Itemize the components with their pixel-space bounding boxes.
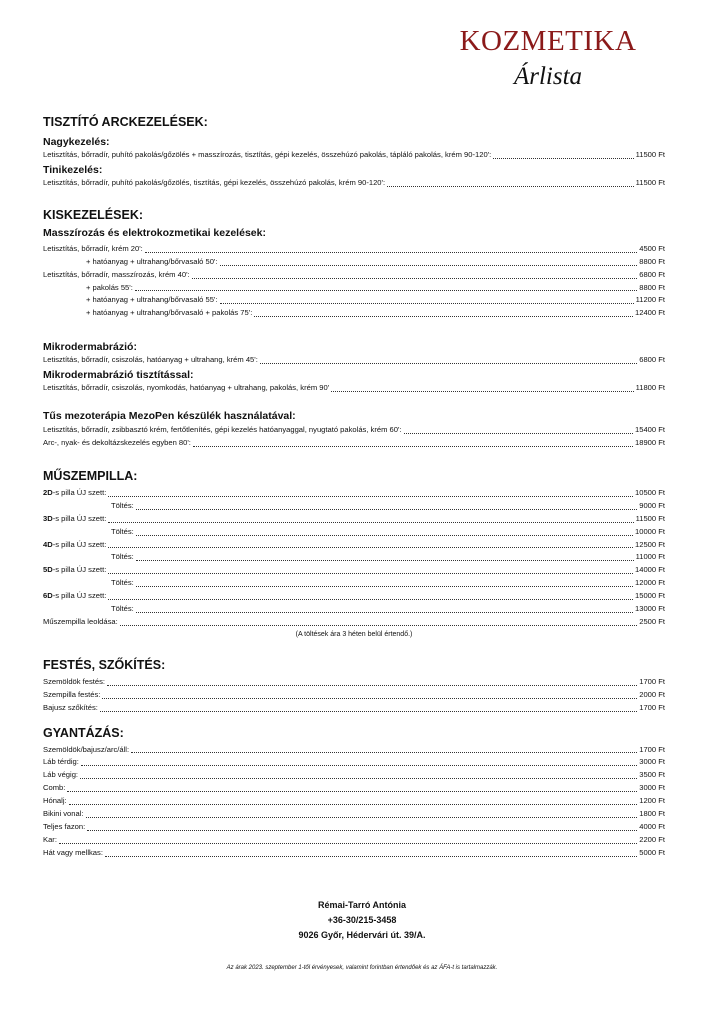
- header: [448, 22, 648, 92]
- row-price: 12000 Ft: [635, 578, 665, 588]
- row-price: 13000 Ft: [635, 604, 665, 614]
- subsection-title-massz: Masszírozás és elektrokozmetikai kezelések:: [43, 226, 266, 239]
- row-price: 12500 Ft: [635, 539, 665, 549]
- row-price: 10000 Ft: [635, 526, 665, 536]
- price-row: [43, 354, 665, 367]
- dot-leader: [108, 547, 633, 548]
- row-label: Bikini vonal:: [43, 809, 84, 819]
- row-label: Letisztítás, bőrradír, puhító pakolás/gőzölés + masszírozás, tisztítás, gépi kezelés, összehúzó pakolás, tápláló pakolás, krém 90-120':: [43, 150, 492, 159]
- row-label: 5D-s pilla ÚJ szett:: [43, 565, 107, 575]
- row-label: 3D-s pilla ÚJ szett:: [43, 513, 107, 523]
- row-price: 6800 Ft: [639, 269, 665, 279]
- price-row: [43, 795, 665, 808]
- section-title-lash: MŰSZEMPILLA:: [43, 468, 138, 483]
- row-price: 1700 Ft: [639, 702, 665, 712]
- lash-note: (A töltések ára 3 héten belül értendő.): [295, 630, 413, 638]
- row-price: 14000 Ft: [635, 565, 665, 575]
- dot-leader: [80, 778, 637, 779]
- row-price: 3000 Ft: [639, 757, 665, 767]
- row-price: 12400 Ft: [635, 308, 665, 318]
- footer-note: Az árak 2023. szeptember 1-től érvényesek, valamint forintban értendőek és az ÁFA-t is tartalmazzák.: [226, 965, 498, 971]
- row-label: Töltés:: [111, 526, 134, 536]
- section-title-wax: GYANTÁZÁS:: [43, 725, 124, 740]
- subsection-title-mikro2: Mikrodermabrázió tisztítással:: [43, 369, 194, 382]
- row-label: + pakolás 55':: [86, 282, 133, 292]
- subsection-title-mikro: Mikrodermabrázió:: [43, 341, 137, 354]
- price-row: [43, 539, 665, 552]
- row-price: 1200 Ft: [639, 796, 665, 806]
- subsection-title-tini: Tinikezelés:: [43, 163, 103, 176]
- row-label: Comb:: [43, 783, 66, 793]
- row-label: + hatóanyag + ultrahang/bőrvasaló 55':: [86, 295, 218, 305]
- row-price: 9000 Ft: [639, 500, 665, 510]
- row-price: 2500 Ft: [639, 616, 665, 626]
- row-price: 4500 Ft: [639, 243, 665, 253]
- dot-leader: [145, 252, 637, 253]
- row-label: + hatóanyag + ultrahang/bőrvasaló + pakolás 75':: [86, 308, 253, 318]
- price-row: [43, 834, 665, 847]
- row-price: 8800 Ft: [639, 282, 665, 292]
- price-row: [43, 564, 665, 577]
- price-row: [43, 616, 665, 629]
- dot-leader: [100, 711, 637, 712]
- price-row: [43, 676, 665, 689]
- row-label: Láb térdig:: [43, 757, 79, 767]
- dot-leader: [493, 158, 633, 159]
- row-label: Letisztítás, bőrradír, csiszolás, nyomkodás, hatóanyag + ultrahang, pakolás, krém 90': [43, 383, 330, 393]
- row-price: 4000 Ft: [639, 822, 665, 831]
- dot-leader: [69, 804, 638, 805]
- price-list: [43, 114, 665, 860]
- price-row: [43, 437, 665, 450]
- dot-leader: [87, 830, 637, 831]
- contact-name: Rémai-Tarró Antónia: [317, 900, 406, 910]
- dot-leader: [193, 446, 633, 447]
- dot-leader: [108, 599, 633, 600]
- row-price: 11800 Ft: [635, 383, 665, 393]
- row-label: Töltés:: [111, 604, 134, 614]
- price-row: [43, 577, 665, 590]
- row-label: Letisztítás, bőrradír, csiszolás, hatóanyag + ultrahang, krém 45':: [43, 355, 258, 365]
- row-price: 3500 Ft: [639, 770, 665, 780]
- dot-leader: [108, 496, 633, 497]
- price-row: [43, 487, 665, 500]
- subsection-title-mezo: Tűs mezoterápia MezoPen készülék használatával:: [43, 410, 296, 423]
- row-price: 15400 Ft: [635, 425, 665, 435]
- row-label: Letisztítás, bőrradír, krém 20':: [43, 243, 143, 253]
- dot-leader: [67, 791, 637, 792]
- price-row: [43, 689, 665, 702]
- price-row: [43, 744, 665, 757]
- row-price: 11500 Ft: [635, 513, 665, 523]
- row-price: 11500 Ft: [635, 177, 665, 187]
- row-price: 3000 Ft: [639, 783, 665, 793]
- lash-type: 5D: [43, 565, 53, 575]
- section-title-small: KISKEZELÉSEK:: [43, 207, 144, 222]
- dot-leader: [331, 391, 633, 392]
- row-price: 18900 Ft: [635, 437, 665, 447]
- price-row: [43, 256, 665, 269]
- row-price: 5000 Ft: [639, 847, 665, 857]
- price-row: [43, 294, 665, 307]
- row-label: Szempilla festés:: [43, 689, 101, 699]
- row-price: 6800 Ft: [639, 355, 665, 365]
- dot-leader: [136, 586, 633, 587]
- row-label: Töltés:: [111, 500, 134, 510]
- dot-leader: [254, 316, 633, 317]
- dot-leader: [136, 509, 637, 510]
- lash-type: 6D: [43, 591, 53, 601]
- page-subtitle: Árlista: [513, 63, 583, 90]
- row-price: 2200 Ft: [639, 834, 665, 844]
- row-price: 8800 Ft: [639, 256, 665, 266]
- row-label: + hatóanyag + ultrahang/bőrvasaló 50':: [86, 256, 218, 266]
- row-price: 15000 Ft: [635, 591, 665, 601]
- row-label: 2D-s pilla ÚJ szett:: [43, 487, 107, 497]
- contact-block: [0, 898, 724, 943]
- brand-title: KOZMETIKA: [459, 25, 637, 57]
- row-label: 4D-s pilla ÚJ szett:: [43, 539, 107, 549]
- row-price: 1700 Ft: [639, 744, 665, 754]
- dot-leader: [387, 186, 633, 187]
- price-row: [43, 769, 665, 782]
- dot-leader: [59, 843, 637, 844]
- row-price: 1800 Ft: [639, 809, 665, 819]
- contact-phone: +36-30/215-3458: [327, 915, 397, 925]
- contact-address: 9026 Győr, Hédervári út. 39/A.: [298, 930, 426, 940]
- dot-leader: [136, 560, 634, 561]
- row-label: Láb végig:: [43, 770, 79, 780]
- row-label: Arc-, nyak- és dekoltázskezelés egyben 80':: [43, 437, 191, 447]
- row-label: Töltés:: [111, 578, 134, 588]
- dot-leader: [120, 625, 638, 626]
- dot-leader: [136, 612, 633, 613]
- lash-type: 3D: [43, 513, 53, 523]
- lash-type: 2D: [43, 487, 53, 497]
- price-row: [43, 821, 665, 834]
- price-row: [43, 756, 665, 769]
- price-row: [43, 424, 665, 437]
- dot-leader: [192, 278, 638, 279]
- row-label: Töltés:: [111, 552, 134, 562]
- row-price: 2000 Ft: [639, 689, 665, 699]
- price-row: [43, 500, 665, 513]
- dot-leader: [105, 856, 637, 857]
- price-row: [43, 590, 665, 603]
- price-row: [43, 808, 665, 821]
- dot-leader: [260, 363, 637, 364]
- subsection-title-nagy: Nagykezelés:: [43, 136, 110, 148]
- dot-leader: [107, 685, 637, 686]
- dot-leader: [404, 433, 633, 434]
- dot-leader: [86, 817, 638, 818]
- price-row: [43, 513, 665, 526]
- row-label: Bajusz szőkítés:: [43, 702, 98, 712]
- row-label: Műszempilla leoldása:: [43, 616, 118, 626]
- price-row: [43, 269, 665, 282]
- price-row: [43, 243, 665, 256]
- dot-leader: [102, 698, 637, 699]
- dot-leader: [220, 265, 638, 266]
- row-label: Teljes fazon:: [43, 822, 86, 831]
- section-title-facial: TISZTÍTÓ ARCKEZELÉSEK:: [43, 115, 208, 129]
- dot-leader: [108, 573, 633, 574]
- dot-leader: [220, 303, 634, 304]
- price-row: [43, 603, 665, 616]
- row-price: 11200 Ft: [635, 295, 665, 305]
- dot-leader: [135, 290, 637, 291]
- price-row: [43, 307, 665, 320]
- row-label: Letisztítás, bőrradír, zsibbasztó krém, fertőtlenítés, gépi kezelés hatóanyaggal, nyugtató pakolás, krém 60':: [43, 425, 402, 435]
- row-price: 1700 Ft: [639, 676, 665, 686]
- row-label: Szemöldök/bajusz/arc/áll:: [43, 744, 130, 754]
- row-price: 11000 Ft: [635, 552, 665, 562]
- price-row: [43, 282, 665, 295]
- row-label: 6D-s pilla ÚJ szett:: [43, 591, 107, 601]
- section-title-tint: FESTÉS, SZŐKÍTÉS:: [43, 657, 166, 672]
- row-label: Hát vagy mellkas:: [43, 847, 103, 857]
- price-row: [43, 149, 665, 162]
- dot-leader: [81, 765, 637, 766]
- row-label: Szemöldök festés:: [43, 676, 106, 686]
- row-price: 10500 Ft: [635, 487, 665, 497]
- price-row: [43, 526, 665, 539]
- price-row: [43, 177, 665, 190]
- dot-leader: [136, 535, 633, 536]
- row-label: Letisztítás, bőrradír, puhító pakolás/gőzölés, tisztítás, gépi kezelés, összehúzó pakolás, krém 90-120':: [43, 177, 386, 187]
- row-label: Kar:: [43, 834, 57, 844]
- price-row: [43, 782, 665, 795]
- row-label: Hónalj:: [43, 796, 67, 806]
- lash-type: 4D: [43, 539, 53, 549]
- price-row: [43, 847, 665, 860]
- price-row: [43, 702, 665, 715]
- price-row: [43, 382, 665, 395]
- row-price: 11500 Ft: [635, 150, 665, 159]
- price-row: [43, 551, 665, 564]
- dot-leader: [131, 752, 637, 753]
- dot-leader: [108, 522, 633, 523]
- row-label: Letisztítás, bőrradír, masszírozás, krém 40':: [43, 269, 190, 279]
